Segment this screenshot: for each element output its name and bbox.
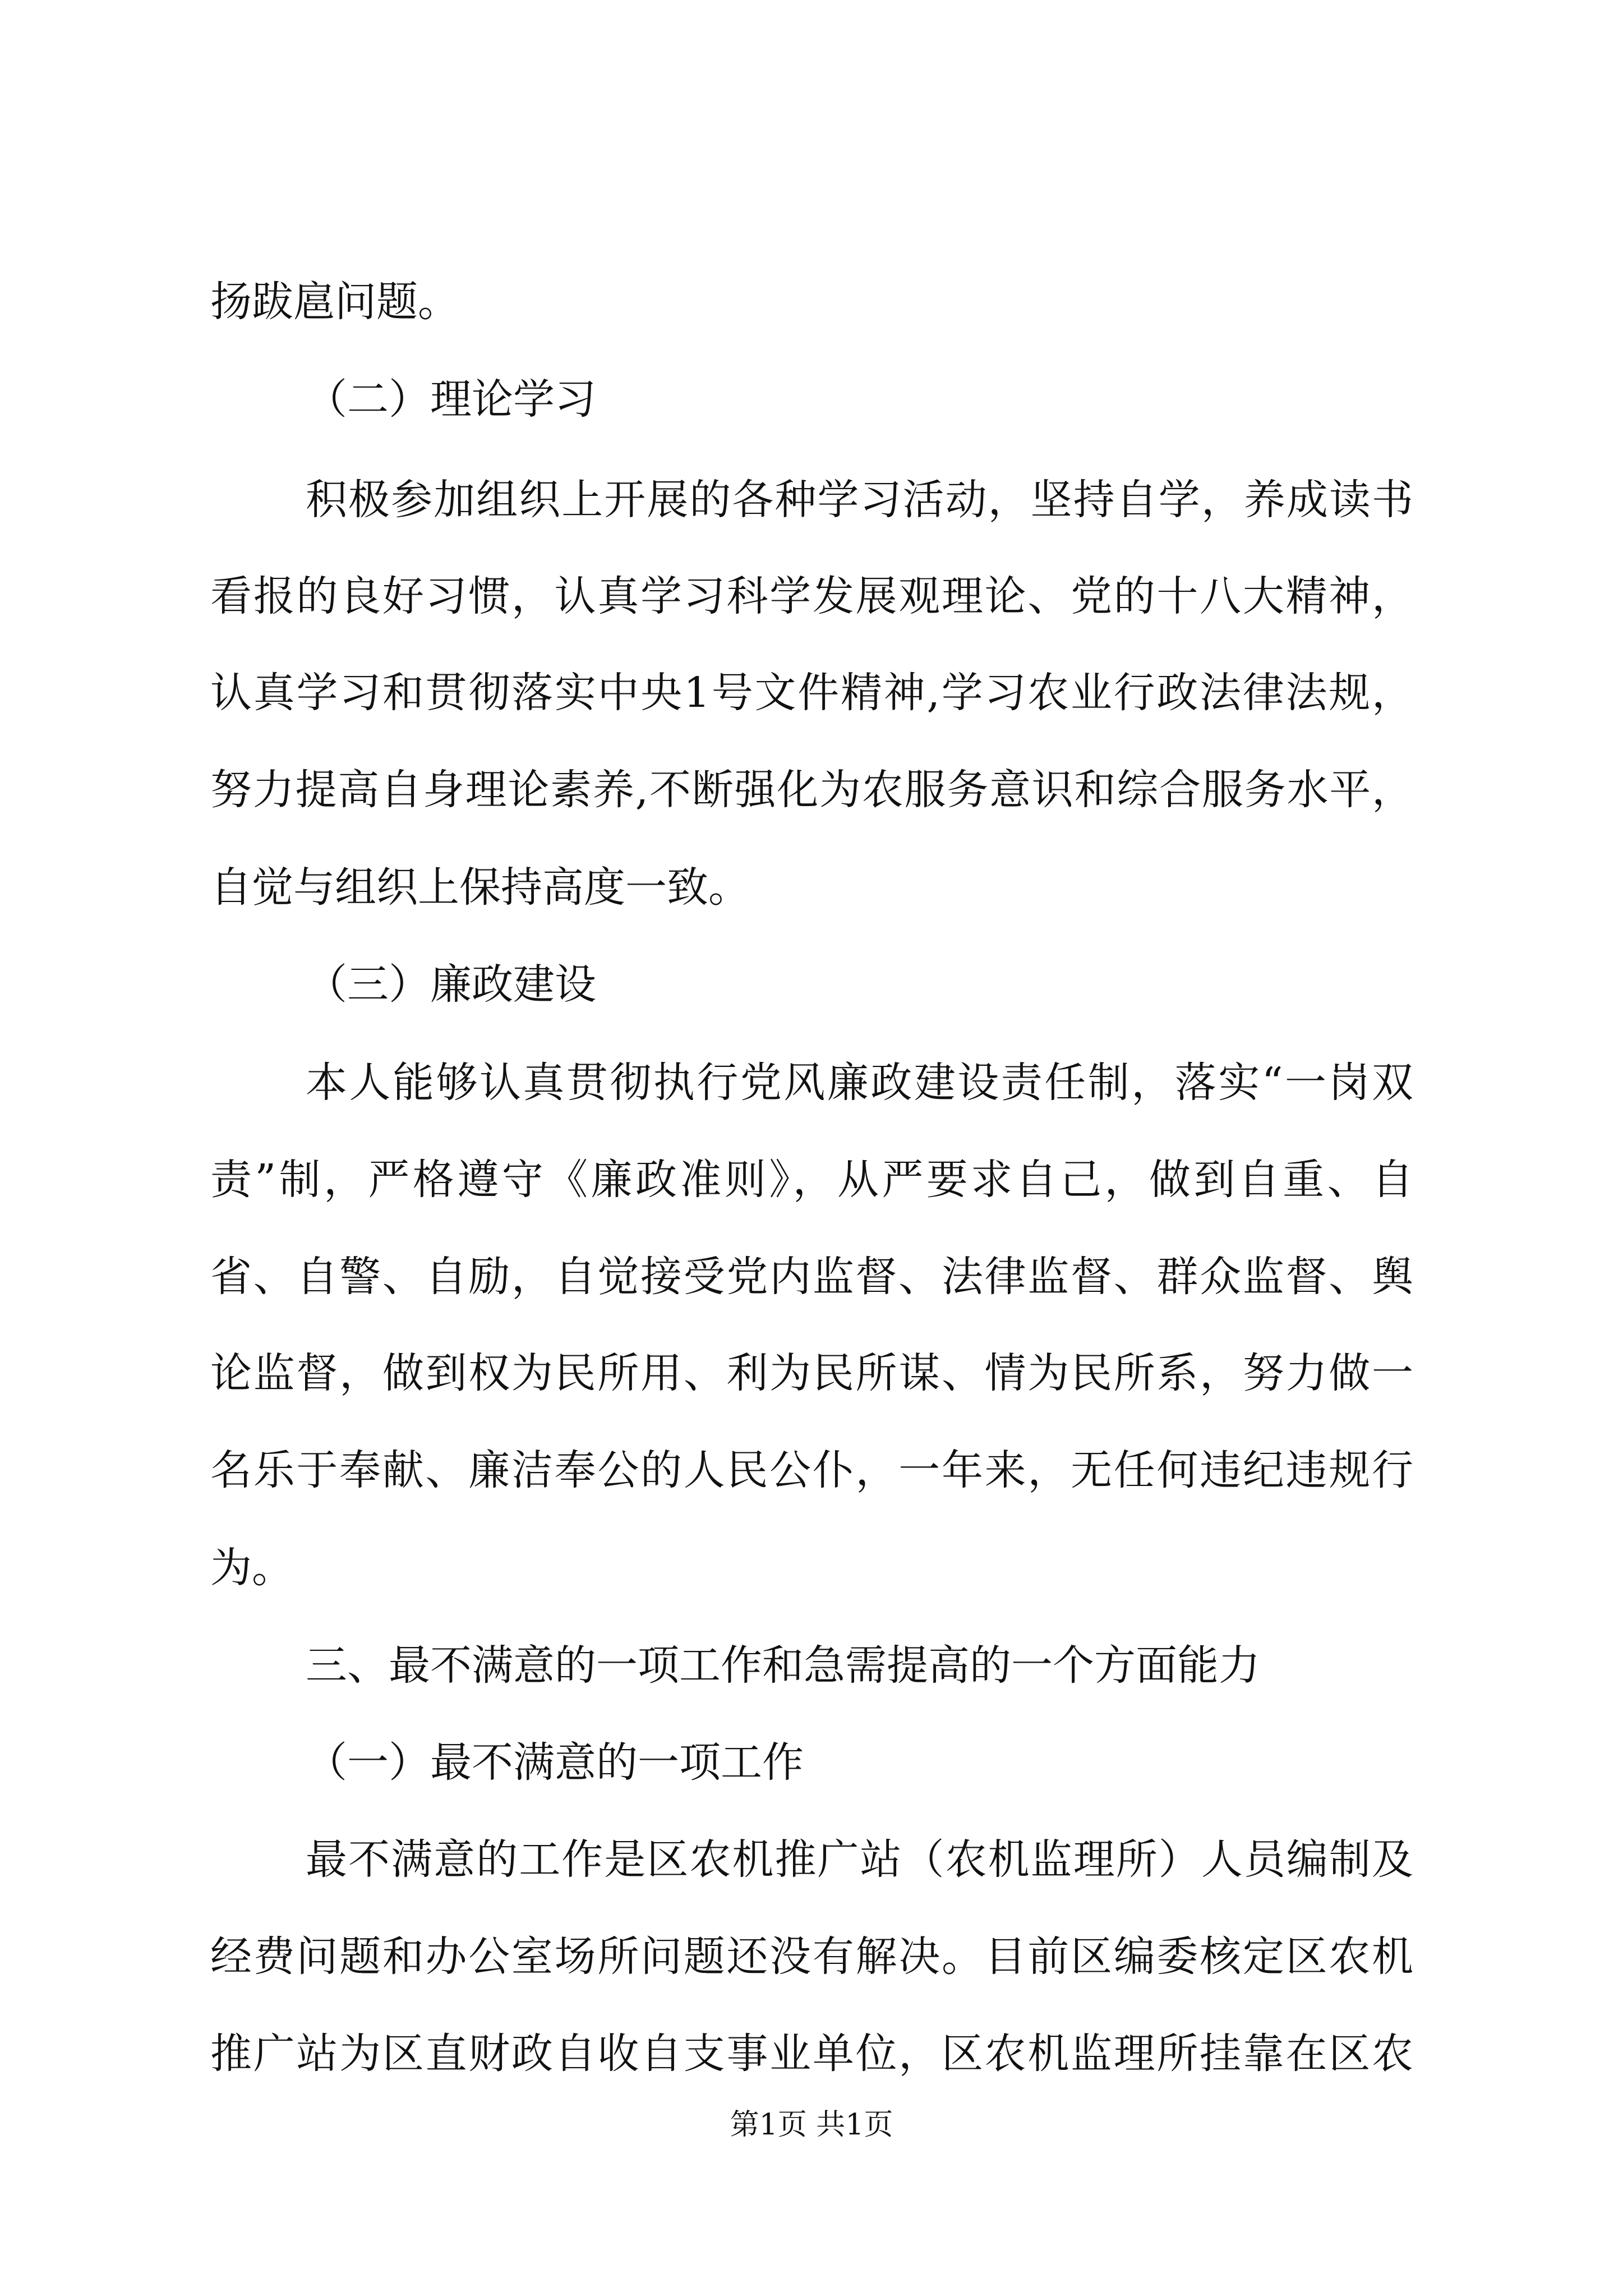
section-heading: （一）最不满意的一项工作	[306, 1738, 804, 1787]
section-heading: 三、最不满意的一项工作和急需提高的一个方面能力	[306, 1641, 1260, 1690]
text-line: 积极参加组织上开展的各种学习活动，坚持自学，养成读书	[306, 476, 1413, 524]
text-line: 名乐于奉献、廉洁奉公的人民公仆，一年来，无任何违纪违规行	[210, 1446, 1413, 1494]
text-line: 看报的良好习惯，认真学习科学发展观理论、党的十八大精神，	[210, 572, 1413, 620]
section-heading: （三）廉政建设	[306, 960, 596, 1009]
text-line: 认真学习和贯彻落实中央1号文件精神,学习农业行政法律法规，	[210, 669, 1413, 717]
text-line: 努力提高自身理论素养,不断强化为农服务意识和综合服务水平，	[210, 766, 1413, 814]
text-line: 推广站为区直财政自收自支事业单位，区农机监理所挂靠在区农	[210, 2030, 1413, 2078]
text-line: 省、自警、自励，自觉接受党内监督、法律监督、群众监督、舆	[210, 1253, 1413, 1301]
text-line: 自觉与组织上保持高度一致。	[210, 863, 750, 912]
text-line: 责”制，严格遵守《廉政准则》，从严要求自己，做到自重、自	[210, 1156, 1413, 1204]
text-line: 最不满意的工作是区农机推广站（农机监理所）人员编制及	[306, 1835, 1413, 1884]
page-footer: 第1页 共1页	[730, 2108, 893, 2142]
text-line: 经费问题和办公室场所问题还没有解决。目前区编委核定区农机	[210, 1932, 1413, 1981]
text-line: 论监督，做到权为民所用、利为民所谋、情为民所系，努力做一	[210, 1349, 1413, 1397]
text-line: 本人能够认真贯彻执行党风廉政建设责任制，落实“一岗双	[306, 1059, 1413, 1107]
text-line: 扬跋扈问题。	[210, 278, 459, 326]
text-line: 为。	[210, 1544, 293, 1592]
section-heading: （二）理论学习	[306, 375, 596, 424]
